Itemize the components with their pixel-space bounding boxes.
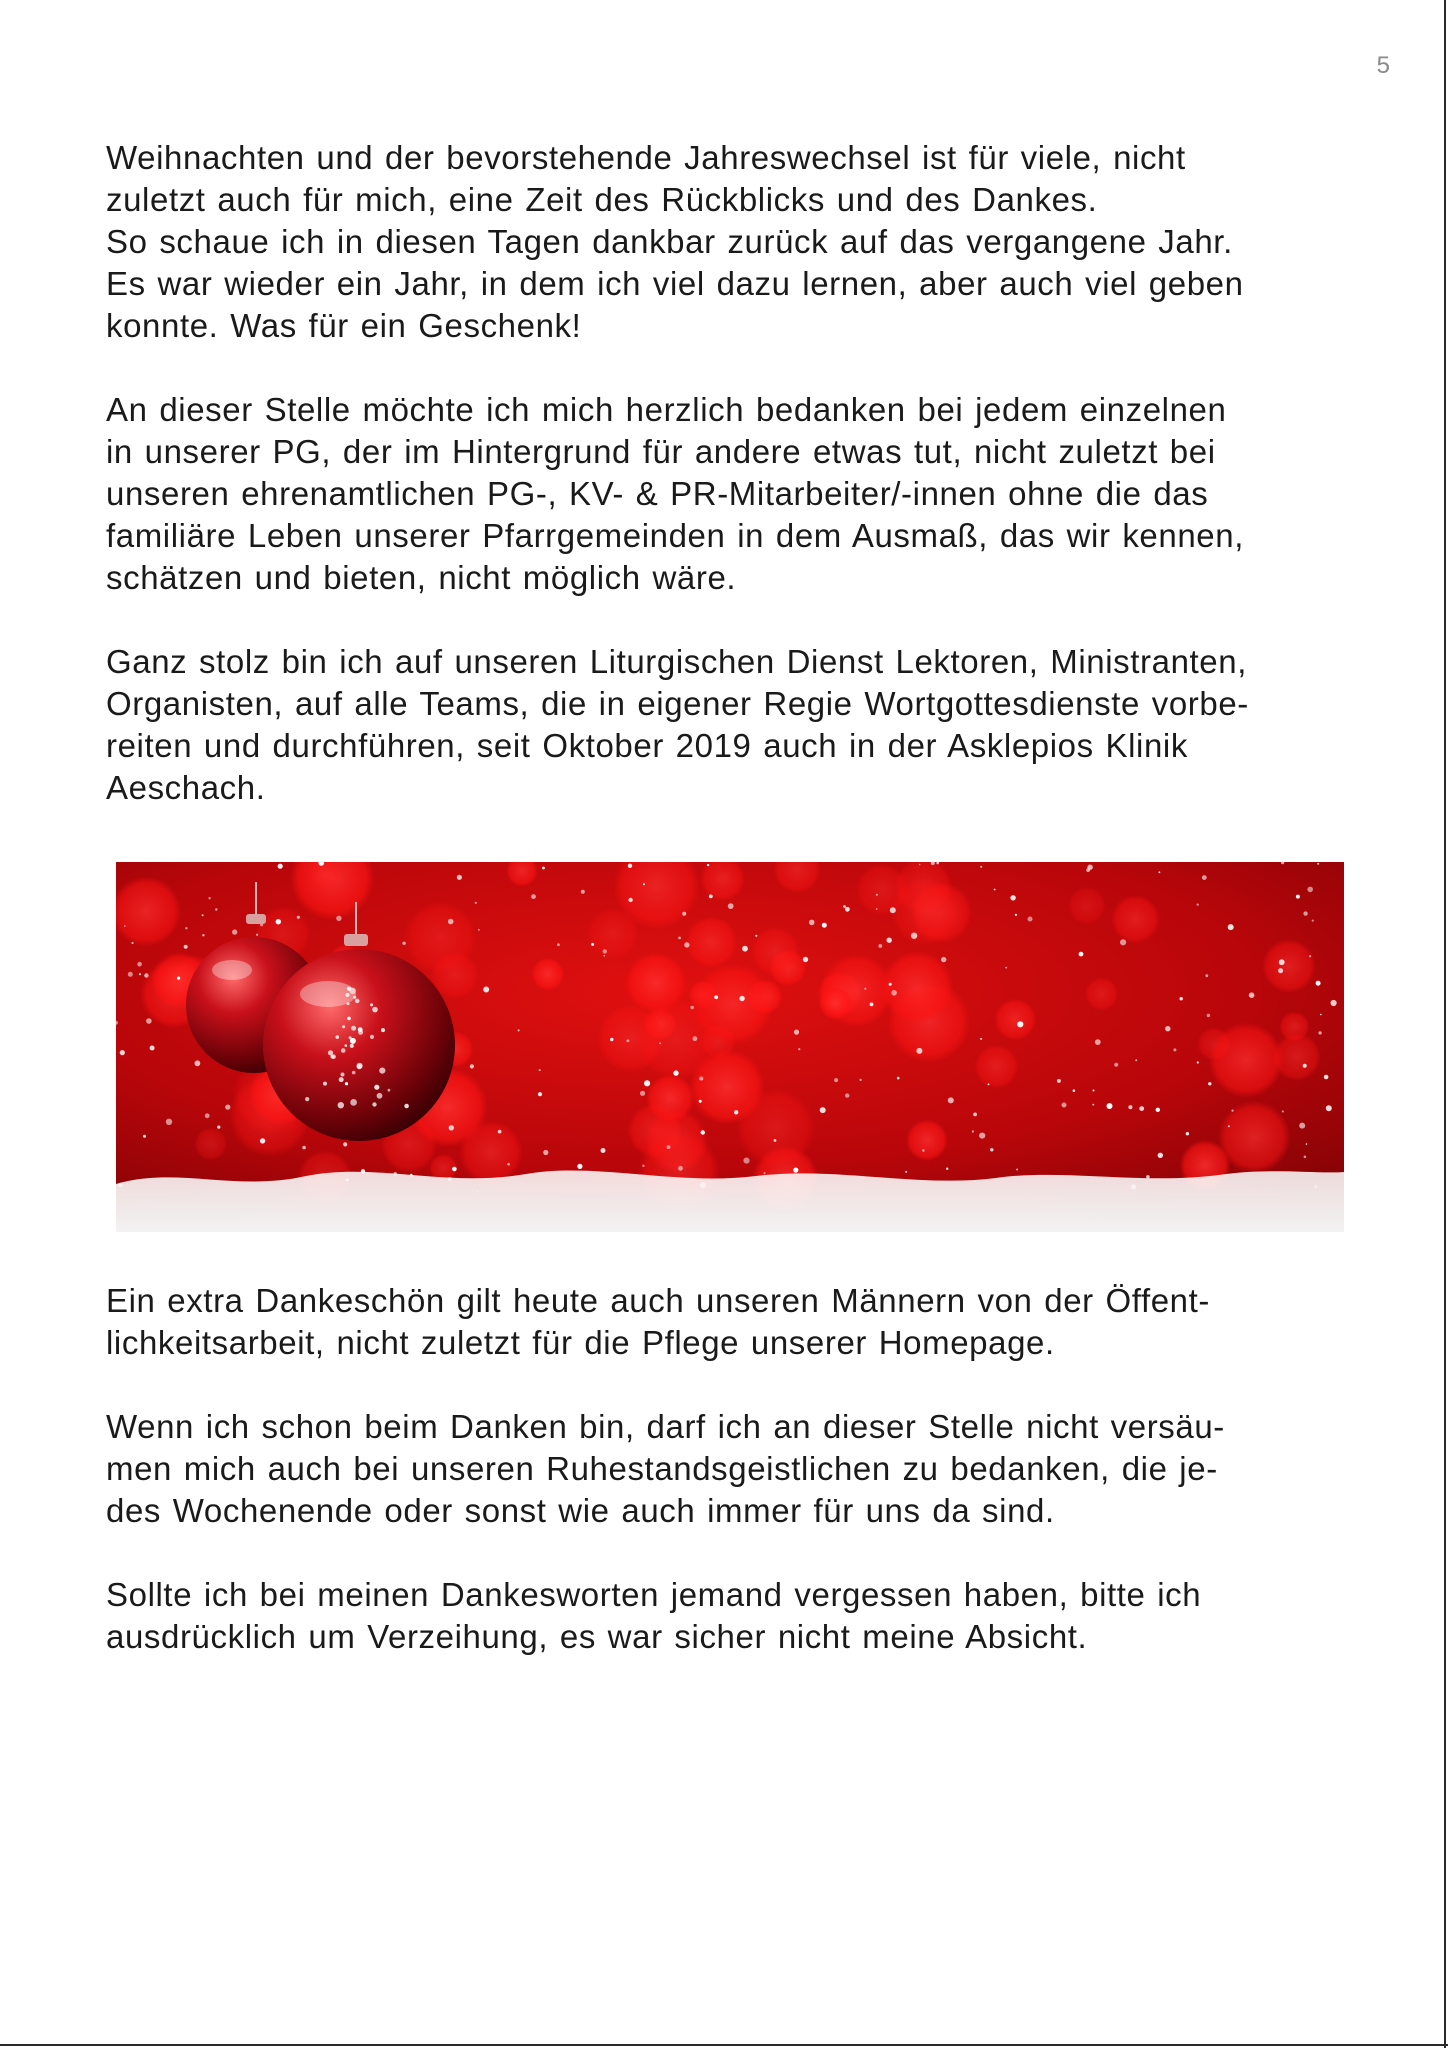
snowflake [1107, 1103, 1113, 1109]
tree-sparkle [388, 1089, 391, 1092]
tree-sparkle [341, 1073, 345, 1077]
snowflake [905, 1171, 907, 1173]
snowflake [941, 957, 946, 962]
snowflake [260, 1138, 265, 1143]
snowflake [539, 1069, 541, 1071]
snowflake [143, 1135, 146, 1138]
snowflake [834, 1078, 838, 1082]
tree-sparkle [346, 993, 350, 997]
snowflake [591, 943, 594, 946]
tree-sparkle [328, 1050, 333, 1055]
snowflake [1282, 1111, 1284, 1113]
snowflake [1173, 1048, 1176, 1051]
text-line: lichkeitsarbeit, nicht zuletzt für die Pflege unserer Homepage. [106, 1324, 1055, 1361]
paragraph-thanks-public-relations [106, 1280, 1356, 1364]
snowflake [1197, 1061, 1199, 1063]
snowflake [452, 1167, 457, 1172]
snowflake [628, 898, 632, 902]
snowflake [845, 1093, 849, 1097]
tree-sparkle [353, 996, 356, 999]
snowflake [1228, 924, 1234, 930]
snowflake [890, 907, 896, 913]
text-line: Es war wieder ein Jahr, in dem ich viel dazu lernen, aber auch viel geben [106, 265, 1244, 302]
snowflake [205, 1113, 210, 1118]
snowflake [644, 1080, 650, 1086]
bokeh-light [685, 916, 737, 968]
bokeh-light [906, 1119, 948, 1161]
snowflake [876, 894, 878, 896]
snowflake [707, 864, 709, 866]
snowflake [498, 1130, 502, 1134]
snowflake [185, 927, 187, 929]
text-line: zuletzt auch für mich, eine Zeit des Rückblicks und des Dankes. [106, 181, 1098, 218]
paragraph-thanks-retired-clergy [106, 1406, 1356, 1532]
snowflake [604, 955, 606, 957]
snowflake [507, 1163, 510, 1166]
snowflake [1205, 974, 1208, 977]
snowflake [916, 1048, 922, 1054]
snowflake [755, 935, 757, 937]
snowflake [1249, 992, 1255, 998]
snowflake [1306, 1143, 1308, 1145]
snowflake [1159, 871, 1161, 873]
snowflake [1318, 1031, 1321, 1034]
snowflake [1073, 1089, 1076, 1092]
snowflake [1120, 939, 1126, 945]
text-line: ausdrücklich um Verzeihung, es war sicher nicht meine Absicht. [106, 1618, 1088, 1655]
snowflake [739, 996, 744, 1001]
snowflake [980, 1038, 982, 1040]
snowflake [1079, 952, 1084, 957]
snowflake [701, 1130, 705, 1134]
snowflake [734, 1110, 738, 1114]
snowflake [131, 942, 133, 944]
snowflake [1231, 1110, 1233, 1112]
snowflake [911, 933, 917, 939]
bokeh-light [532, 958, 565, 991]
snowflake [876, 908, 878, 910]
snowflake [1309, 955, 1311, 957]
tree-sparkle [350, 1038, 356, 1044]
snowflake [1093, 1090, 1095, 1092]
tree-sparkle [323, 1082, 327, 1086]
paragraph-liturgical-service [106, 641, 1356, 809]
text-line: Organisten, auf alle Teams, die in eigener Regie Wortgottesdienste vorbe- [106, 685, 1249, 722]
snowflake [1304, 1156, 1307, 1159]
snowflake [919, 864, 921, 866]
bokeh-light [751, 927, 800, 976]
snowflake [794, 1030, 799, 1035]
snowflake [948, 1097, 954, 1103]
tree-sparkle [341, 1048, 346, 1053]
snowflake [146, 1018, 152, 1024]
snowflake [891, 990, 897, 996]
tree-sparkle [351, 1026, 356, 1031]
snowflake [297, 916, 300, 919]
snowflake [120, 1050, 125, 1055]
snowflake [137, 962, 142, 967]
snowflake [302, 1146, 306, 1150]
tree-sparkle [358, 1030, 363, 1035]
text-line: Ganz stolz bin ich auf unseren Liturgischen Dienst Lektoren, Ministranten, [106, 643, 1247, 680]
snowflake [682, 912, 686, 916]
snowflake [843, 905, 846, 908]
text-line: schätzen und bieten, nicht möglich wäre. [106, 559, 737, 596]
snowflake [166, 1119, 172, 1125]
snowflake [278, 864, 283, 869]
snowflake [709, 895, 713, 899]
snowflake [860, 1079, 862, 1081]
snowflake [889, 983, 892, 986]
tree-sparkle [345, 1044, 348, 1047]
snowflake [177, 977, 180, 980]
snowflake [518, 1029, 520, 1031]
snowflake [1165, 1026, 1170, 1031]
snowflake [1228, 1125, 1230, 1127]
snowflake [640, 1091, 645, 1096]
snowflake [448, 919, 454, 925]
text-line: Weihnachten und der bevorstehende Jahreswechsel ist für viele, nicht [106, 139, 1186, 176]
snowflake [1028, 917, 1033, 922]
bokeh-light [588, 908, 639, 959]
bokeh-light [1111, 895, 1160, 944]
bokeh-light [646, 1074, 694, 1122]
snowflake [678, 1166, 683, 1171]
snowflake [870, 1003, 874, 1007]
snowflake [601, 1148, 606, 1153]
snowflake [972, 1130, 974, 1132]
snowflake [673, 1070, 678, 1075]
snowflake [343, 1142, 347, 1146]
snowflake [1279, 959, 1285, 965]
text-line: reiten und durchführen, seit Oktober 2019 auch in der Asklepios Klinik [106, 727, 1188, 764]
snowflake [1135, 1059, 1137, 1061]
tree-sparkle [350, 1044, 354, 1048]
tree-sparkle [379, 1068, 385, 1074]
snowflake [988, 1084, 990, 1086]
snowflake [457, 875, 462, 880]
snowflake [1158, 1153, 1163, 1158]
snowflake [542, 867, 545, 870]
snowflake [610, 1038, 613, 1041]
bokeh-light [819, 987, 852, 1020]
snowflake [402, 942, 405, 945]
page-border-right [1444, 0, 1446, 2048]
snowflake [699, 1077, 703, 1081]
tree-sparkle [355, 999, 360, 1004]
snowflake [603, 949, 607, 953]
text-line: men mich auch bei unseren Ruhestandsgeistlichen zu bedanken, die je- [106, 1450, 1218, 1487]
bokeh-light [1068, 887, 1106, 925]
snowflake [1128, 1105, 1132, 1109]
tree-sparkle [336, 1035, 340, 1039]
snowflake [577, 1164, 582, 1169]
snowflake [973, 1113, 977, 1117]
text-line: An dieser Stelle möchte ich mich herzlich bedanken bei jedem einzelnen [106, 391, 1227, 428]
snowflake [793, 1168, 798, 1173]
snowflake [728, 903, 734, 909]
text-line: des Wochenende oder sonst wie auch immer für uns da sind. [106, 1492, 1055, 1529]
snowflake [878, 944, 882, 948]
snowflake [1326, 1105, 1332, 1111]
snowflake [128, 972, 133, 977]
snowflake [215, 908, 217, 910]
snowflake [1296, 895, 1300, 899]
snowflake [557, 943, 560, 946]
snowflake [1207, 1014, 1210, 1017]
bokeh-light [194, 1127, 227, 1160]
snowflake [1303, 911, 1307, 915]
snowflake [144, 973, 148, 977]
snowflake [684, 942, 689, 947]
snowflake [990, 1148, 993, 1151]
tree-sparkle [350, 1099, 357, 1106]
snowflake [627, 1039, 630, 1042]
snowflake [1114, 1063, 1118, 1067]
snowflake [897, 1077, 900, 1080]
snowflake [803, 957, 808, 962]
snowflake [699, 1100, 702, 1103]
tree-sparkle [342, 1025, 345, 1028]
snowflake [538, 1092, 542, 1096]
snowflake [449, 1125, 454, 1130]
snowflake [667, 1145, 671, 1149]
text-line: in unserer PG, der im Hintergrund für andere etwas tut, nicht zuletzt bei [106, 433, 1216, 470]
snowflake [845, 907, 850, 912]
snowflake [1317, 863, 1319, 865]
snowflake [1202, 875, 1207, 880]
snowflake [946, 1168, 948, 1170]
snowflake [232, 929, 237, 934]
snowflake [693, 1036, 698, 1041]
tree-sparkle [372, 1007, 378, 1013]
snowflake [922, 1149, 925, 1152]
text-section-bottom [106, 1280, 1356, 1658]
snowflake [979, 1133, 985, 1139]
snowflake [714, 995, 718, 999]
paragraph-thanks-volunteers [106, 389, 1356, 599]
text-line: So schaue ich in diesen Tagen dankbar zurück auf das vergangene Jahr. [106, 223, 1233, 260]
snowflake [483, 987, 489, 993]
snowflake [1156, 1108, 1160, 1112]
snowflake [195, 1060, 201, 1066]
snowflake [202, 934, 204, 936]
paragraph-apology [106, 1574, 1356, 1658]
christmas-banner [116, 862, 1344, 1232]
snowflake [643, 883, 645, 885]
snowflake [1331, 1000, 1337, 1006]
snowflake [1278, 968, 1283, 973]
tree-sparkle [372, 1102, 376, 1106]
snowflake [336, 916, 341, 921]
snowflake [150, 1046, 155, 1051]
snowflake [1057, 1079, 1061, 1083]
snowflake [1139, 1106, 1144, 1111]
tree-sparkle [345, 1082, 348, 1085]
snowflake [1320, 1014, 1322, 1016]
snowflake [678, 937, 681, 940]
snowflake [139, 973, 141, 975]
snowflake [1015, 914, 1017, 916]
snowflake [256, 934, 258, 936]
snowflake [1017, 1021, 1023, 1027]
snowflake [659, 1043, 661, 1045]
snowflake [980, 866, 982, 868]
bokeh-light [974, 1045, 1018, 1089]
snowflake [1316, 981, 1321, 986]
paragraph-gratitude-intro [106, 137, 1356, 347]
snowflake [1197, 904, 1199, 906]
tree-sparkle [404, 1104, 409, 1109]
page-border-bottom [0, 2044, 1448, 2046]
snowflake [1146, 1175, 1150, 1179]
snowflake [470, 1064, 474, 1068]
snowflake [1303, 1064, 1307, 1068]
snowflake [1087, 865, 1092, 870]
tree-sparkle [305, 1097, 309, 1101]
snow-ground [116, 1171, 1344, 1232]
tree-sparkle [347, 1002, 350, 1005]
bokeh-light [459, 1121, 523, 1185]
text-line: Ein extra Dankeschön gilt heute auch unseren Männern von der Öffent- [106, 1282, 1210, 1319]
tree-sparkle [338, 1102, 344, 1108]
snowflake [1324, 1075, 1329, 1080]
tree-sparkle [357, 1064, 362, 1069]
snowflake [581, 890, 585, 894]
tree-sparkle [347, 987, 351, 991]
snowflake [184, 945, 188, 949]
snowflake [1180, 997, 1183, 1000]
tree-sparkle [374, 1085, 379, 1090]
snowflake [691, 1006, 694, 1009]
snowflake [1312, 920, 1314, 922]
snowflake [798, 1048, 800, 1050]
snowflake [1307, 887, 1313, 893]
snowflake [202, 914, 204, 916]
snowflake [1010, 895, 1015, 900]
snowflake [475, 902, 477, 904]
bokeh-light [891, 877, 960, 946]
tree-sparkle [347, 1017, 351, 1021]
snowflake [1095, 1039, 1101, 1045]
text-line: unseren ehrenamtlichen PG-, KV- & PR-Mitarbeiter/-innen ohne die das [106, 475, 1209, 512]
bokeh-light [1273, 1033, 1321, 1081]
text-section-top [106, 137, 1356, 809]
snowflake [531, 894, 536, 899]
snowflake [764, 1172, 766, 1174]
snowflake [1299, 1123, 1305, 1129]
snowflake [124, 925, 126, 927]
snowflake [774, 1139, 777, 1142]
snowflake [628, 864, 632, 868]
snowflake [864, 988, 866, 990]
snowflake [809, 920, 815, 926]
snowflake [742, 946, 748, 952]
snowflake [642, 1165, 644, 1167]
bokeh-light [1085, 977, 1118, 1010]
text-line: familiäre Leben unserer Pfarrgemeinden in dem Ausmaß, das wir kennen, [106, 517, 1244, 554]
snowflake [1186, 1132, 1189, 1135]
snowflake [1208, 1082, 1211, 1085]
text-line: konnte. Was für ein Geschenk! [106, 307, 582, 344]
snowflake [1005, 967, 1007, 969]
snowflake [543, 1150, 548, 1155]
bokeh-light [995, 999, 1037, 1041]
bokeh-light [1262, 939, 1316, 993]
snowflake [994, 889, 996, 891]
snowflake [887, 938, 892, 943]
snowflake [208, 897, 210, 899]
snowflake [217, 1126, 220, 1129]
snowflake [743, 1158, 749, 1164]
snowflake [1062, 1103, 1067, 1108]
tree-sparkle [352, 1071, 356, 1075]
tree-sparkle [370, 1003, 373, 1006]
tree-sparkle [377, 1093, 383, 1099]
bokeh-light [1208, 1023, 1283, 1098]
snowflake [1016, 1169, 1018, 1171]
tree-sparkle [381, 1028, 385, 1032]
snowflake [820, 1107, 826, 1113]
snowflake [822, 923, 827, 928]
snowflake [478, 929, 480, 931]
bokeh-light [635, 998, 717, 1080]
text-line: Sollte ich bei meinen Dankesworten jemand vergessen haben, bitte ich [106, 1576, 1202, 1613]
page-number: 5 [1376, 52, 1390, 79]
tree-sparkle [339, 1077, 344, 1082]
snowflake [225, 1105, 230, 1110]
snowflake [276, 919, 281, 924]
christmas-ornaments-illustration [116, 862, 1344, 1232]
text-line: Aeschach. [106, 769, 266, 806]
tree-sparkle [370, 1035, 374, 1039]
text-line: Wenn ich schon beim Danken bin, darf ich an dieser Stelle nicht versäu- [106, 1408, 1225, 1445]
snowflake [1092, 1104, 1094, 1106]
